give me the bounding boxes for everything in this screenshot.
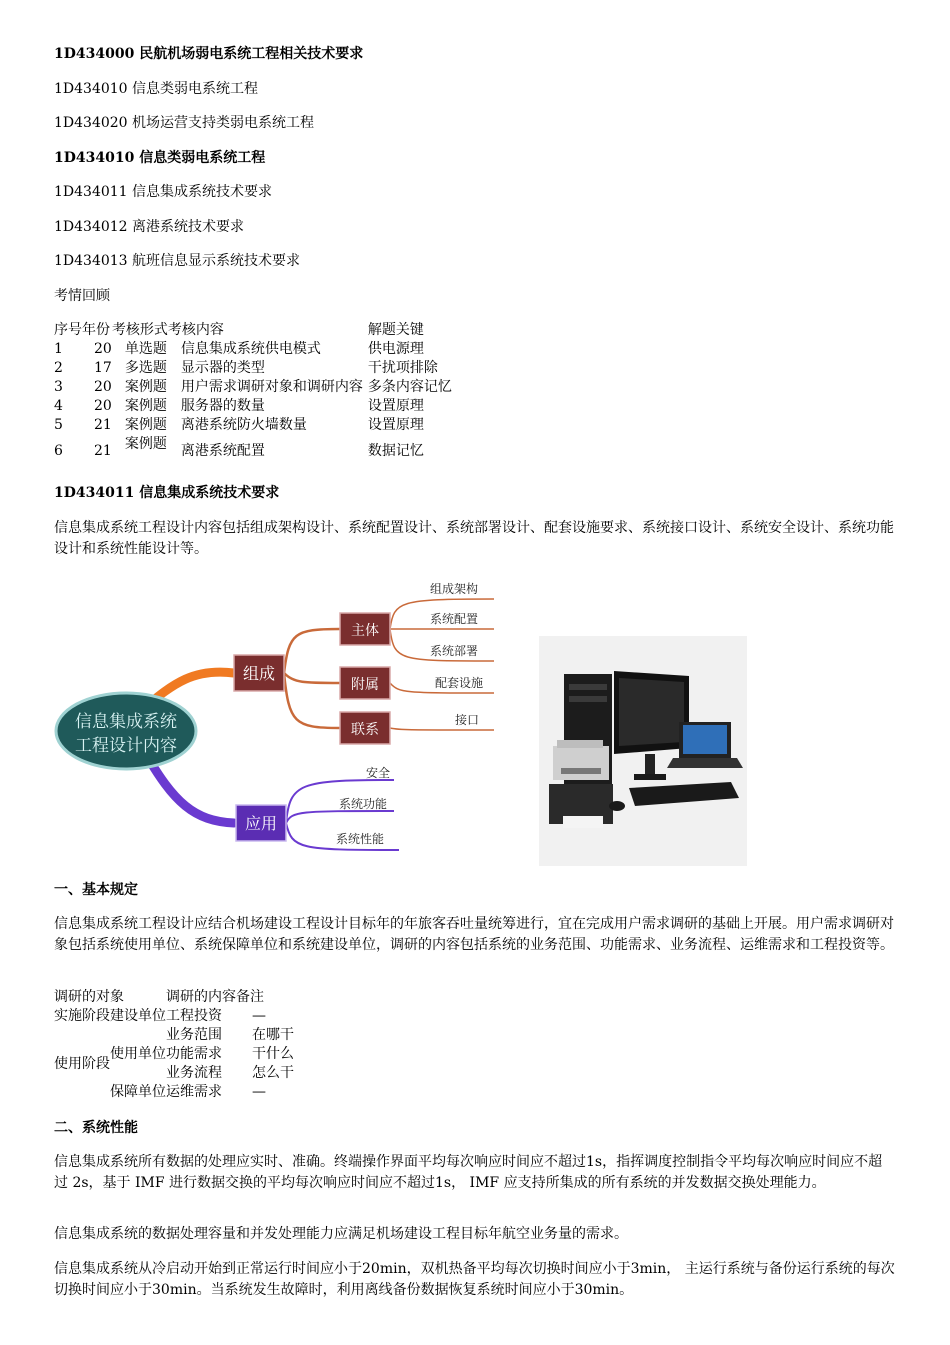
mindmap-branch-label: 应用 (244, 814, 278, 833)
mindmap-leaf-label: 接口 (454, 713, 480, 727)
mindmap-connector (284, 673, 340, 728)
table-cell: 5 (54, 417, 63, 433)
table-header: 序号 (54, 322, 82, 338)
table-cell: 怎么干 (252, 1065, 294, 1081)
mindmap-sub-label: 联系 (351, 722, 379, 738)
table-cell: 案例题 (124, 417, 167, 433)
table-cell: 保障单位 (110, 1084, 166, 1100)
perf-paragraph: 信息集成系统所有数据的处理应实时、准确。终端操作界面平均每次响应时间应不超过1s，指挥调度控制指令平均每次响应时间应不超过 2s，基于 IMF 进行数据交换的平均每次响应时间应不超过1s， IMF 应支持所集成的所有系统的并发数据交换处理能力。 (54, 1154, 883, 1191)
table-cell: 2 (54, 360, 63, 376)
table-cell: 设置原理 (367, 398, 424, 414)
table-cell: 3 (54, 379, 63, 395)
table-header: 考核形式 (111, 322, 168, 338)
mouse-icon (609, 801, 625, 811)
perf-paragraph: 信息集成系统的数据处理容量和并发处理能力应满足机场建设工程目标年航空业务量的需求。 (54, 1226, 628, 1242)
table-row (54, 340, 452, 359)
table-header: 备注 (236, 989, 264, 1005)
toc-item: 1D434020 机场运营支持类弱电系统工程 (54, 115, 315, 131)
mindmap-connector (286, 811, 394, 823)
table-row (54, 359, 452, 378)
table-cell: 离港系统防火墙数量 (180, 417, 307, 433)
mindmap-diagram (54, 573, 514, 863)
table-cell: 实施阶段 (54, 1008, 110, 1024)
exam-review-table (54, 321, 452, 461)
toc-item: 1D434010 信息类弱电系统工程 (54, 81, 259, 97)
table-cell: 设置原理 (367, 417, 424, 433)
table-header: 调研的内容 (166, 989, 236, 1005)
section-heading: 1D434010 信息类弱电系统工程 (54, 150, 266, 166)
perf-paragraph: 信息集成系统从冷启动开始到正常运行时间应小于20min，双机热备平均每次切换时间应小于3min， 主运行系统与备份运行系统的每次切换时间应小于30min。当系统发生故障时，利用离线备份数据恢复系统时间应小于30min。 (54, 1261, 895, 1298)
mindmap-leaf-label: 系统部署 (429, 644, 479, 658)
table-cell: — (252, 1008, 266, 1024)
mindmap-branch-label: 组成 (242, 664, 276, 683)
table-cell: 1 (54, 341, 63, 357)
table-cell: 离港系统配置 (180, 443, 265, 459)
table-cell: 干什么 (252, 1046, 294, 1062)
table-cell: 单选题 (124, 341, 167, 357)
table-cell: 20 (94, 379, 112, 395)
table-header: 解题关键 (367, 322, 424, 338)
toc-item: 1D434012 离港系统技术要求 (54, 219, 245, 235)
table-row (54, 378, 452, 397)
table-cell: 数据记忆 (367, 443, 424, 459)
mindmap-leaf-label: 安全 (365, 766, 391, 780)
table-row (54, 435, 452, 461)
table-cell: 使用单位 (110, 1046, 166, 1062)
table-header-row (54, 321, 452, 340)
mindmap-leaf-label: 系统性能 (335, 832, 385, 846)
table-cell: 业务流程 (166, 1065, 222, 1081)
toc-item: 1D434013 航班信息显示系统技术要求 (54, 253, 301, 269)
table-header-row (54, 988, 294, 1007)
section-heading: 1D434011 信息集成系统技术要求 (54, 485, 280, 501)
table-cell: 21 (94, 417, 112, 433)
mindmap-connector (284, 629, 340, 673)
table-header: 考核内容 (167, 322, 224, 338)
intro-paragraph: 信息集成系统工程设计内容包括组成架构设计、系统配置设计、系统部署设计、配套设施要求、系统接口设计、系统安全设计、系统功能设计和系统性能设计等。 (54, 520, 894, 557)
computer-equipment-image (539, 636, 747, 866)
table-cell: 干扰项排除 (367, 360, 438, 376)
mindmap-leaf-label: 组成架构 (429, 582, 479, 596)
table-cell: 21 (94, 443, 112, 459)
table-cell: 20 (94, 341, 112, 357)
printer-icon (553, 746, 609, 780)
main-heading: 1D434000 民航机场弱电系统工程相关技术要求 (54, 46, 364, 62)
table-cell: 服务器的数量 (180, 398, 265, 414)
table-cell: 多条内容记忆 (367, 379, 452, 395)
table-cell: 多选题 (124, 360, 167, 376)
table-header: 年份 (82, 322, 110, 338)
table-cell: 案例题 (124, 379, 167, 395)
table-cell: 20 (94, 398, 112, 414)
mindmap-connector (390, 728, 494, 730)
table-cell: 供电源理 (367, 341, 424, 357)
table-cell: 业务范围 (166, 1027, 222, 1043)
mindmap-leaf-label: 系统配置 (429, 612, 479, 626)
mindmap-root-label: 工程设计内容 (75, 736, 177, 756)
table-cell: 信息集成系统供电模式 (180, 341, 321, 357)
basic-paragraph: 信息集成系统工程设计应结合机场建设工程设计目标年的年旅客吞吐量统筹进行，宜在完成用户需求调研的基础上开展。用户需求调研对象包括系统使用单位、系统保障单位和系统建设单位，调研的内容包括系统的业务范围、功能需求、业务流程、运维需求和工程投资等。 (54, 916, 894, 953)
table-cell: 案例题 (124, 398, 167, 414)
table-row (54, 1007, 294, 1026)
survey-table (54, 988, 294, 1102)
table-cell: 6 (54, 443, 63, 459)
table-cell: 建设单位 (110, 1008, 166, 1024)
table-cell: — (252, 1084, 266, 1100)
table-cell: 运维需求 (166, 1084, 222, 1100)
table-cell: 功能需求 (166, 1046, 222, 1062)
mindmap-connector (284, 673, 340, 683)
mindmap-leaf-label: 系统功能 (338, 797, 388, 811)
mindmap-sub-label: 主体 (351, 623, 379, 639)
table-cell: 显示器的类型 (180, 360, 265, 376)
table-cell: 17 (94, 360, 112, 376)
mindmap-leaf-label: 配套设施 (434, 676, 484, 690)
table-row (54, 1026, 294, 1045)
table-cell: 用户需求调研对象和调研内容 (180, 379, 363, 395)
mindmap-root-label: 信息集成系统 (75, 712, 177, 732)
table-cell: 在哪干 (252, 1027, 294, 1043)
table-cell: 使用阶段 (54, 1055, 110, 1072)
table-cell: 案例题 (124, 436, 167, 452)
table-header: 调研的对象 (54, 989, 124, 1005)
section-heading: 二、系统性能 (54, 1120, 138, 1136)
review-label: 考情回顾 (54, 288, 110, 304)
table-cell: 4 (54, 398, 63, 414)
table-row (54, 397, 452, 416)
table-row (54, 416, 452, 435)
mindmap-sub-label: 附属 (351, 677, 379, 693)
table-cell: 工程投资 (166, 1008, 222, 1024)
toc-item: 1D434011 信息集成系统技术要求 (54, 184, 273, 200)
section-heading: 一、基本规定 (54, 882, 138, 898)
